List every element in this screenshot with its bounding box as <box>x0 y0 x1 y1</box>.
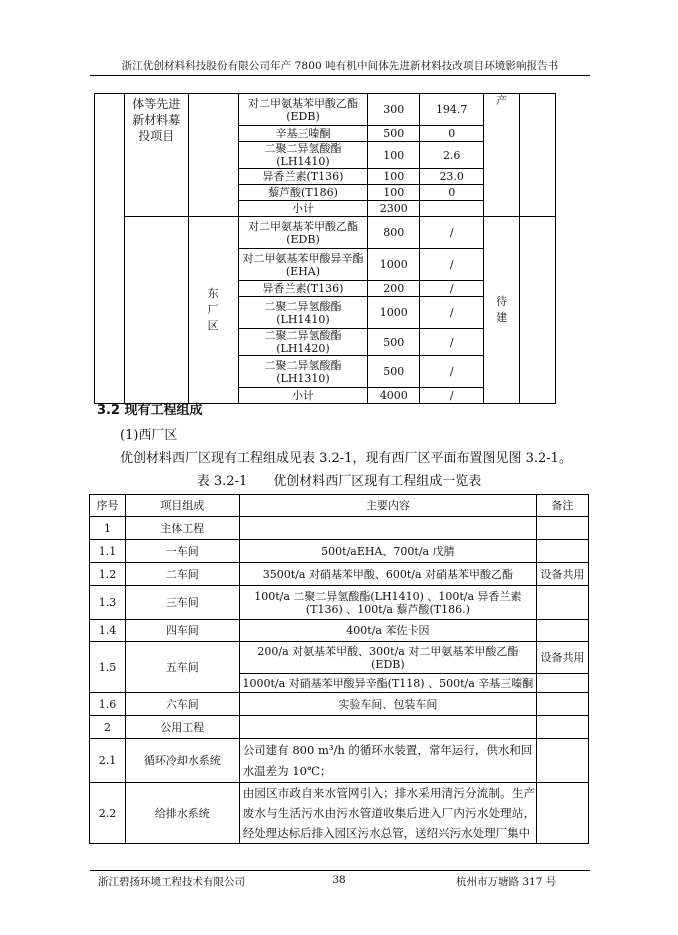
row-content-text: 公司建有 800 m³/h 的循环水装置，常年运行，供水和回水温差为 10℃； <box>242 742 533 778</box>
product-name: 二聚二异氢酸酯(LH1410) <box>238 142 368 169</box>
table-row <box>90 642 589 674</box>
row-no: 2.2 <box>90 783 126 844</box>
row-content: 400t/a 苯佐卡因 <box>239 620 536 642</box>
west-status: 产 <box>484 94 520 217</box>
blank-status-col <box>520 217 556 404</box>
table-row <box>90 563 589 586</box>
actual-output: 23.0 <box>420 169 484 185</box>
section-heading: 3.2 现有工程组成 <box>97 403 203 418</box>
row-item: 四车间 <box>125 620 239 642</box>
east-area-label <box>188 217 238 404</box>
capacity: 100 <box>368 169 420 185</box>
product-name: 异香兰素(T136) <box>238 169 368 185</box>
row-no: 1.2 <box>90 563 126 586</box>
capacity: 100 <box>368 142 420 169</box>
footer-company: 浙江碧扬环境工程技术有限公司 <box>98 876 245 888</box>
product-name: 辛基三嗪酮 <box>238 126 368 142</box>
row-no: 1.6 <box>90 693 126 716</box>
subsection-heading: (1)西厂区 <box>120 428 178 443</box>
product-name: 异香兰素(T136) <box>238 281 368 297</box>
col-header-no: 序号 <box>90 495 126 517</box>
table-caption: 表 3.2-1 优创材料西厂区现有工程组成一览表 <box>196 474 482 489</box>
actual-output: / <box>420 329 484 356</box>
table-row <box>90 716 589 739</box>
page-number: 38 <box>332 874 346 886</box>
actual-output: / <box>420 217 484 249</box>
row-content: 1000t/a 对硝基苯甲酸异辛酯(T118) 、500t/a 辛基三嗪酮 <box>239 674 536 693</box>
subtotal-label: 小计 <box>238 388 368 404</box>
row-item: 公用工程 <box>125 716 239 739</box>
row-content-text: 200/a 对氨基苯甲酸、300t/a 对二甲氨基苯甲酸乙酯(EDB) <box>257 644 519 671</box>
row-content: 实验车间、包装车间 <box>239 693 536 716</box>
actual-output: / <box>420 249 484 281</box>
row-content <box>239 642 536 674</box>
west-area-cell <box>188 94 238 217</box>
product-name: 二聚二异氢酸酯(LH1410) <box>238 297 368 329</box>
capacity: 500 <box>368 329 420 356</box>
row-note <box>537 783 589 844</box>
row-item: 二车间 <box>125 563 239 586</box>
capacity: 1000 <box>368 249 420 281</box>
table-row <box>90 783 589 844</box>
page-header: 浙江优创材料科技股份有限公司年产 7800 吨有机中间体先进新材料技改项目环境影响报告书 <box>121 60 559 72</box>
capacity: 100 <box>368 185 420 201</box>
actual-output: 0 <box>420 185 484 201</box>
row-content-text: 100t/a 二聚二异氢酸酯(LH1410) 、100t/a 异香兰素(T136) 、100t/a 藜芦酸(T186.) <box>254 589 522 616</box>
row-note-blank <box>537 674 589 693</box>
capacity: 1000 <box>368 297 420 329</box>
project-label: 体等先进新材料募投项目 <box>132 97 181 143</box>
capacity: 300 <box>368 94 420 126</box>
product-name: 藜芦酸(T186) <box>238 185 368 201</box>
subtotal-label: 小计 <box>238 201 368 217</box>
product-name: 对二甲氨基苯甲酸乙酯(EDB) <box>238 217 368 249</box>
row-note: 设备共用 <box>537 642 589 674</box>
actual-output <box>420 201 484 217</box>
row-item: 主体工程 <box>125 517 239 540</box>
row-note <box>537 620 589 642</box>
actual-output: 0 <box>420 126 484 142</box>
row-no: 1.5 <box>90 642 126 693</box>
east-area-text: 东厂区 <box>207 287 219 332</box>
capacity: 500 <box>368 356 420 388</box>
paragraph: 优创材料西厂区现有工程组成见表 3.2-1，现有西厂区平面布置图见图 3.2-1。 <box>120 451 572 466</box>
capacity: 4000 <box>368 388 420 404</box>
product-name: 二聚二异氢酸酯(LH1310) <box>238 356 368 388</box>
row-no: 2.1 <box>90 739 126 783</box>
col-header-note: 备注 <box>537 495 589 517</box>
product-name: 对二甲氨基苯甲酸异辛酯(EHA) <box>238 249 368 281</box>
footer-rule <box>90 870 590 871</box>
blank-project-cell <box>124 217 188 404</box>
capacity-table <box>94 93 556 404</box>
footer-address: 杭州市万塘路 317 号 <box>456 876 557 888</box>
product-name: 对二甲氨基苯甲酸乙酯(EDB) <box>238 94 368 126</box>
row-note: 设备共用 <box>537 563 589 586</box>
row-content <box>239 586 536 620</box>
project-composition-table <box>89 494 589 844</box>
row-content: 500t/aEHA、700t/a 戊腈 <box>239 540 536 563</box>
row-content <box>239 517 536 540</box>
header-rule <box>90 75 590 76</box>
row-item: 五车间 <box>125 642 239 693</box>
row-no: 1.3 <box>90 586 126 620</box>
row-note <box>537 517 589 540</box>
row-content-text: 由园区市政自来水管网引入；排水采用清污分流制。生产废水与生活污水由污水管道收集后进入厂内污水处理站，经处理达标后排入园区污水总管，送绍兴污水处理厂集中 <box>242 786 536 840</box>
capacity: 800 <box>368 217 420 249</box>
row-note <box>537 586 589 620</box>
actual-output: 2.6 <box>420 142 484 169</box>
row-content <box>239 716 536 739</box>
table-row <box>90 693 589 716</box>
row-content <box>239 783 536 844</box>
row-note <box>537 540 589 563</box>
table-row <box>90 540 589 563</box>
blank-col <box>95 94 125 404</box>
row-item: 一车间 <box>125 540 239 563</box>
row-note <box>537 739 589 783</box>
row-item: 六车间 <box>125 693 239 716</box>
row-note <box>537 693 589 716</box>
row-content: 3500t/a 对硝基苯甲酸、600t/a 对硝基苯甲酸乙酯 <box>239 563 536 586</box>
row-no: 1.4 <box>90 620 126 642</box>
row-note <box>537 716 589 739</box>
table-row <box>90 739 589 783</box>
actual-output: / <box>420 388 484 404</box>
actual-output: / <box>420 281 484 297</box>
table-row <box>90 586 589 620</box>
project-label-cell <box>124 94 188 217</box>
row-no: 1 <box>90 517 126 540</box>
capacity: 200 <box>368 281 420 297</box>
row-content <box>239 739 536 783</box>
row-no: 2 <box>90 716 126 739</box>
row-no: 1.1 <box>90 540 126 563</box>
row-item: 循环冷却水系统 <box>125 739 239 783</box>
col-header-content: 主要内容 <box>239 495 536 517</box>
actual-output: / <box>420 297 484 329</box>
col-header-item: 项目组成 <box>125 495 239 517</box>
blank-status-col <box>520 94 556 217</box>
product-name: 二聚二异氢酸酯(LH1420) <box>238 329 368 356</box>
table-header-row <box>90 495 589 517</box>
actual-output: / <box>420 356 484 388</box>
row-item: 三车间 <box>125 586 239 620</box>
table-row <box>95 217 556 249</box>
east-status: 待建 <box>496 295 508 324</box>
capacity: 2300 <box>368 201 420 217</box>
row-item: 给排水系统 <box>125 783 239 844</box>
table-row <box>90 517 589 540</box>
table-row <box>90 620 589 642</box>
table-row <box>95 94 556 126</box>
east-status-cell <box>484 217 520 404</box>
actual-output: 194.7 <box>420 94 484 126</box>
capacity: 500 <box>368 126 420 142</box>
